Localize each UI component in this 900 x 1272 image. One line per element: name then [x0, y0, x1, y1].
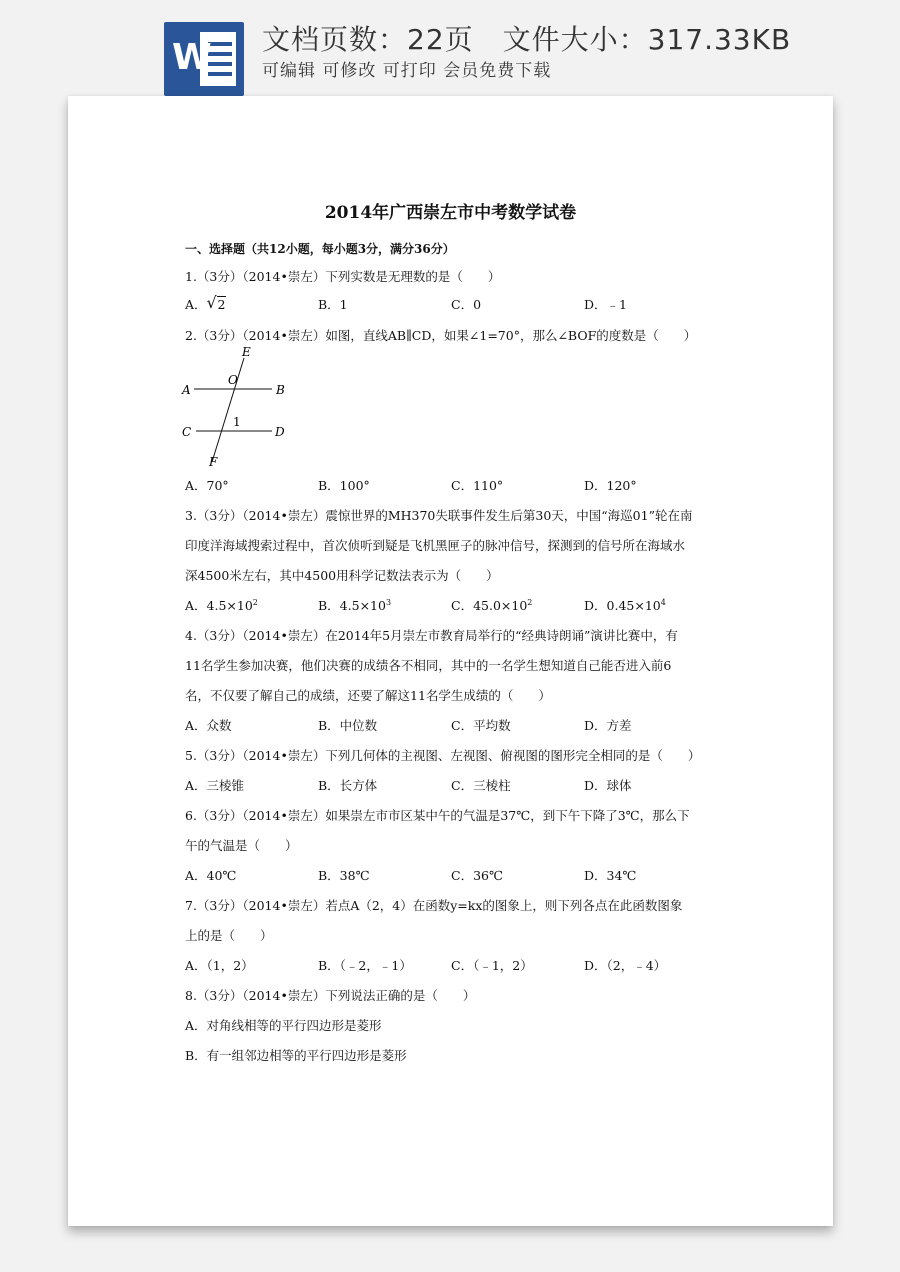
option-c: C．（﹣1，2）: [451, 958, 533, 973]
option-b: B．38℃: [318, 868, 370, 883]
question-8-option-a: A．对角线相等的平行四边形是菱形: [185, 1018, 382, 1033]
option-b: B．100°: [318, 478, 370, 493]
option-c: C．$45.0\times 10^2$: [451, 597, 533, 613]
option-b: B．中位数: [318, 718, 378, 733]
option-a: A．40℃: [185, 868, 237, 883]
option-d: D．（2，﹣4）: [584, 958, 667, 973]
question-3-options: [185, 596, 725, 616]
word-file-icon: [164, 22, 244, 96]
question-2-options: [185, 476, 725, 496]
label-d: D: [275, 425, 285, 439]
option-d: D．方差: [584, 718, 632, 733]
option-a: A．众数: [185, 718, 232, 733]
file-info-title: 文档页数：22页 文件大小：317.33KB: [262, 23, 792, 56]
question-3-line-3: 深4500米左右，其中4500用科学记数法表示为（ ）: [185, 568, 499, 583]
option-a: A．三棱锥: [185, 778, 245, 793]
document-page: [68, 96, 833, 1226]
question-4-line-3: 名，不仅要了解自己的成绩，还要了解这11名学生成绩的（ ）: [185, 688, 551, 703]
file-info-subtitle: 可编辑 可修改 可打印 会员免费下载: [262, 61, 552, 81]
option-c: C．三棱柱: [451, 778, 511, 793]
question-4-options: [185, 716, 725, 736]
question-4-line-1: 4.（3分）（2014•崇左）在2014年5月崇左市教育局举行的“经典诗朗诵”演讲比赛中，有: [185, 628, 678, 643]
question-3-line-2: 印度洋海域搜索过程中，首次侦听到疑是飞机黑匣子的脉冲信号，探测到的信号所在海域水: [185, 538, 686, 553]
parallel-lines-figure: [180, 344, 290, 468]
option-b: B．$4.5\times 10^3$: [318, 597, 392, 613]
label-a: A: [182, 383, 191, 397]
document-title: 2014年广西崇左市中考数学试卷: [324, 203, 577, 223]
option-b: B．（﹣2，﹣1）: [318, 958, 412, 973]
question-6-options: [185, 866, 725, 886]
option-b: B．1: [318, 297, 348, 312]
question-7-line-1: 7.（3分）（2014•崇左）若点A（2，4）在函数y=kx的图象上，则下列各点在此函数图象: [185, 898, 683, 913]
option-a: A．$4.5\times 10^2$: [185, 597, 258, 613]
option-a: A．（1，2）: [185, 958, 254, 973]
label-c: C: [182, 425, 192, 439]
option-a: A．70°: [185, 478, 229, 493]
option-d: D．120°: [584, 478, 637, 493]
question-3-line-1: 3.（3分）（2014•崇左）震惊世界的MH370失联事件发生后第30天，中国“海巡01”轮在南: [185, 508, 693, 523]
label-b: B: [276, 383, 285, 397]
download-banner: [0, 0, 900, 100]
question-4-line-2: 11名学生参加决赛，他们决赛的成绩各不相同，其中的一名学生想知道自己能否进入前6: [185, 658, 672, 673]
question-7-line-2: 上的是（ ）: [185, 928, 273, 943]
question-8-text: 8.（3分）（2014•崇左）下列说法正确的是（ ）: [185, 988, 476, 1003]
question-6-line-2: 午的气温是（ ）: [185, 838, 298, 853]
section-heading: 一、选择题（共12小题，每小题3分，满分36分）: [185, 242, 455, 256]
option-d: D．$0.45\times 10^4$: [584, 597, 666, 613]
question-2-text: 2.（3分）（2014•崇左）如图，直线AB∥CD，如果∠1=70°，那么∠BOF的度数是（ ）: [185, 328, 697, 343]
question-5-text: 5.（3分）（2014•崇左）下列几何体的主视图、左视图、俯视图的图形完全相同的是（ ）: [185, 748, 701, 763]
question-1-options: [185, 295, 725, 315]
option-c: C．0: [451, 297, 482, 312]
option-c: C．平均数: [451, 718, 511, 733]
question-6-line-1: 6.（3分）（2014•崇左）如果崇左市市区某中午的气温是37℃，到下午下降了3℃，那么下: [185, 808, 690, 823]
option-c: C．110°: [451, 478, 504, 493]
question-7-options: [185, 956, 725, 976]
label-f: F: [209, 455, 218, 468]
question-1-text: 1.（3分）（2014•崇左）下列实数是无理数的是（ ）: [185, 269, 501, 284]
option-c: C．36℃: [451, 868, 503, 883]
option-d: D．﹣1: [584, 297, 627, 312]
option-d: D．34℃: [584, 868, 637, 883]
label-o: O: [228, 373, 238, 387]
label-e: E: [242, 345, 251, 359]
question-8-option-b: B．有一组邻边相等的平行四边形是菱形: [185, 1048, 407, 1063]
option-a: A． √ 2: [185, 293, 226, 312]
label-angle-1: 1: [233, 415, 241, 429]
question-5-options: [185, 776, 725, 796]
option-b: B．长方体: [318, 778, 378, 793]
sqrt-symbol: √ 2: [206, 293, 226, 312]
word-logo-letter: W: [172, 37, 212, 78]
option-d: D．球体: [584, 778, 632, 793]
